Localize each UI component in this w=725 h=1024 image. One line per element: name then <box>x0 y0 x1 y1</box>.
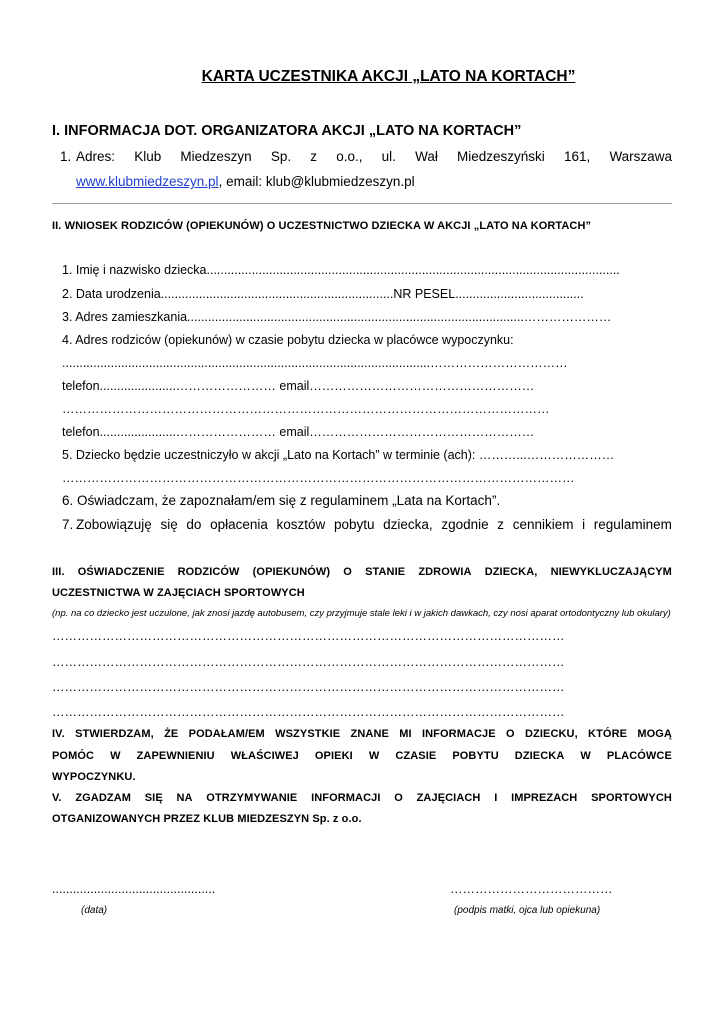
word: Miedzeszyński <box>457 149 545 164</box>
word: z <box>310 149 318 164</box>
word: o.o., <box>336 149 363 164</box>
parents-address-label: 4. Adres rodziców (opiekunów) w czasie pobytu dziecka w placówce wypoczynku: <box>62 333 514 347</box>
word: Warszawa <box>609 149 672 164</box>
word: się <box>160 517 178 532</box>
word: ul. <box>381 149 396 164</box>
word: 161, <box>563 149 591 164</box>
parents-address-field[interactable]: ..........................................................................................................…………………………… <box>62 356 568 370</box>
section4-line2: POMÓC W ZAPEWNIENIU WŁAŚCIWEJ OPIEKI W CZASIE POBYTU DZIECKA W PLACÓWCE <box>52 750 672 762</box>
word: Wał <box>415 149 438 164</box>
word: regulaminem <box>593 517 672 532</box>
signature-label: (podpis matki, ojca lub opiekuna) <box>454 905 601 916</box>
word: dziecka, <box>383 517 433 532</box>
section3-note: (np. na co dziecko jest uczulone, jak znosi jazdę autobusem, czy przyjmuje stale leki i w jakich dawkach, czy nosi aparat ortodontyczny lub okulary) <box>52 608 671 619</box>
term-dotted-field[interactable]: …………………………………………………………………………………………………………… <box>62 471 575 485</box>
term-field[interactable]: 5. Dziecko będzie uczestniczyło w akcji „Lato na Kortach” w terminie (ach): ………...………………… <box>62 448 615 462</box>
health-line-2[interactable]: …………………………………………………………………………………………………………… <box>52 655 565 669</box>
birth-pesel-field[interactable]: 2. Data urodzenia...................................................................NR PESEL..................................... <box>62 287 584 301</box>
organizer-contact <box>76 174 415 189</box>
section2-heading: II. WNIOSEK RODZICÓW (OPIEKUNÓW) O UCZESTNICTWO DZIECKA W AKCJI „LATO NA KORTACH” <box>52 220 592 232</box>
statement-7 <box>76 517 672 532</box>
phone-email-field-1[interactable]: telefon......................…………………… email……………………………………………… <box>62 379 535 393</box>
word: z <box>497 517 505 532</box>
health-line-4[interactable]: …………………………………………………………………………………………………………… <box>52 705 565 719</box>
signature-field[interactable]: ………………………………… <box>450 882 613 896</box>
page-title: KARTA UCZESTNIKA AKCJI „LATO NA KORTACH” <box>201 68 576 85</box>
word: zgodnie <box>441 517 489 532</box>
date-label: (data) <box>81 905 108 916</box>
health-line-1[interactable]: …………………………………………………………………………………………………………… <box>52 629 565 643</box>
date-field[interactable]: ............................................... <box>52 882 216 896</box>
section3-heading-line2: UCZESTNICTWA W ZAJĘCIACH SPORTOWYCH <box>52 587 305 599</box>
divider <box>52 203 672 204</box>
statement-7-number: 7. <box>62 517 74 532</box>
child-name-field[interactable]: 1. Imię i nazwisko dziecka....................................................................................................................... <box>62 263 620 277</box>
statement-6: 6. Oświadczam, że zapoznałam/em się z regulaminem „Lata na Kortach”. <box>62 493 501 508</box>
organizer-address <box>76 149 672 164</box>
word: Zobowiązuję <box>76 517 152 532</box>
section5-line2: OTGANIZOWANYCH PRZEZ KLUB MIEDZESZYN Sp. z o.o. <box>52 813 362 825</box>
phone-email-field-2[interactable]: telefon......................…………………… email……………………………………………… <box>62 425 535 439</box>
word: cennikiem <box>512 517 574 532</box>
word: opłacenia <box>210 517 268 532</box>
word: Adres: <box>76 149 116 164</box>
section1-item-number: 1. <box>60 149 72 164</box>
section5-line1: V. ZGADZAM SIĘ NA OTRZYMYWANIE INFORMACJI O ZAJĘCIACH I IMPREZACH SPORTOWYCH <box>52 792 672 804</box>
word: pobytu <box>333 517 375 532</box>
email-text: , email: klub@klubmiedzeszyn.pl <box>218 174 415 189</box>
word: kosztów <box>276 517 326 532</box>
section4-line3: WYPOCZYNKU. <box>52 771 136 783</box>
word: Miedzeszyn <box>180 149 252 164</box>
home-address-field[interactable]: 3. Adres zamieszkania.................................................................................................………………… <box>62 310 612 324</box>
section3-heading: III. OŚWIADCZENIE RODZICÓW (OPIEKUNÓW) O STANIE ZDROWIA DZIECKA, NIEWYKLUCZAJĄCYM <box>52 566 672 578</box>
health-line-3[interactable]: …………………………………………………………………………………………………………… <box>52 680 565 694</box>
word: i <box>582 517 586 532</box>
extra-dotted-field[interactable]: ……………………………………………………………………………………………………… <box>62 402 550 416</box>
word: Sp. <box>270 149 292 164</box>
word: do <box>186 517 202 532</box>
website-link[interactable]: www.klubmiedzeszyn.pl <box>76 174 219 189</box>
section4-line1: IV. STWIERDZAM, ŻE PODAŁAM/EM WSZYSTKIE ZNANE MI INFORMACJE O DZIECKU, KTÓRE MOGĄ <box>52 728 672 740</box>
word: Klub <box>134 149 162 164</box>
section1-heading: I. INFORMACJA DOT. ORGANIZATORA AKCJI „LATO NA KORTACH” <box>52 123 522 139</box>
